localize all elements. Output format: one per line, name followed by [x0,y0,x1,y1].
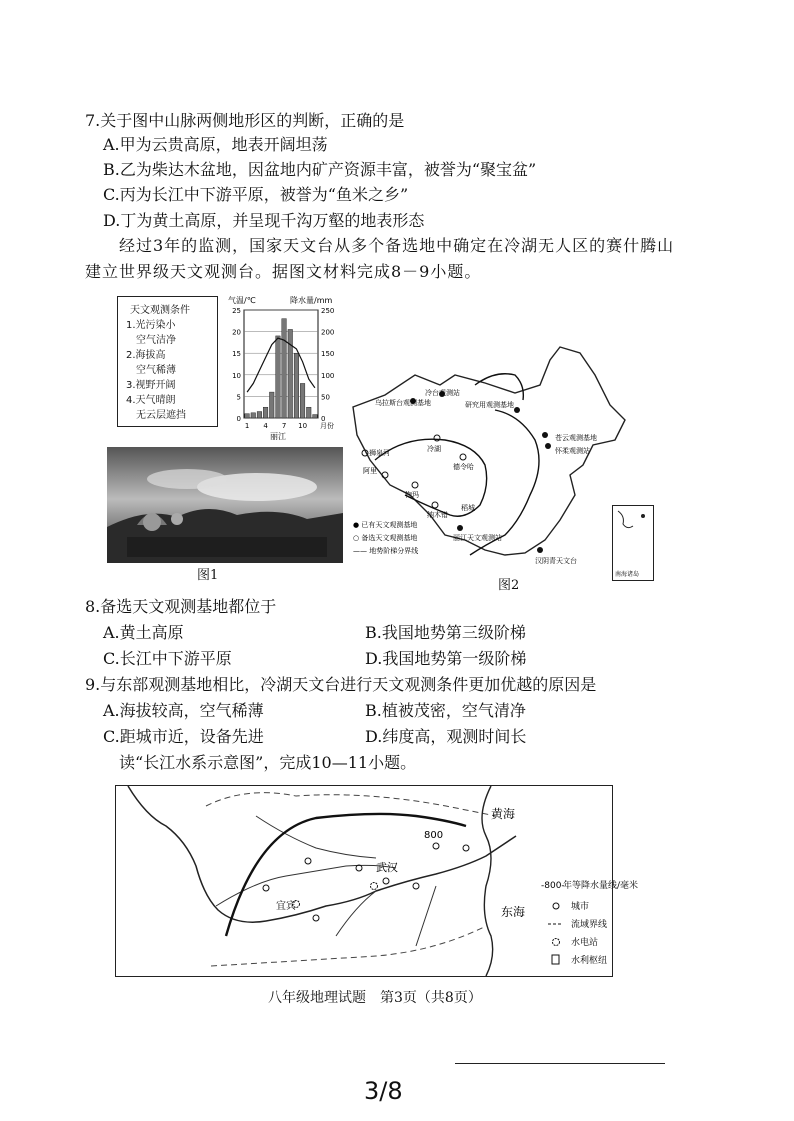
month-tick-label: 10 [298,422,308,430]
q8-option-c: C.长江中下游平原 [103,649,232,668]
legend-city-symbol [553,903,559,909]
legend-city: 城市 [571,902,590,912]
precip-bar [313,415,318,418]
inset-label: 南海诸岛 [615,571,640,578]
temp-tick-label: 0 [236,415,241,423]
label-delingha: 德令哈 [453,463,474,471]
precip-bar [282,319,287,418]
q9-stem: 9.与东部观测基地相比，冷湖天文台进行天文观测条件更加优越的原因是 [85,675,597,694]
precip-bar [276,336,281,418]
existing-site-marker [457,525,463,531]
q9-option-b: B.植被茂密，空气清净 [365,701,526,720]
city-marker [305,858,311,864]
temp-tick-label: 10 [232,371,241,380]
q7-option-b: B.乙为柴达木盆地，因盆地内矿产资源丰富，被誉为“聚宝盆” [103,160,537,179]
q9-option-d: D.纬度高，观测时间长 [365,727,527,746]
label-wuhan: 武汉 [376,861,398,874]
q8-option-a: A.黄土高原 [103,623,184,642]
label-huanghai: 黄海 [491,807,516,821]
label-lenghu: 冷湖 [427,445,441,453]
precip-axis-label: 降水量/mm [290,296,333,305]
candidate-site-marker [460,454,466,460]
q9-option-a: A.海拔较高，空气稀薄 [103,701,264,720]
temp-tick-label: 15 [232,350,241,359]
figure2-caption: 图2 [498,578,520,593]
precip-tick-label: 50 [321,393,330,402]
candidate-site-marker [412,482,418,488]
precip-bar [294,353,299,418]
precip-tick-label: 100 [321,371,335,380]
q8-option-b: B.我国地势第三级阶梯 [365,623,526,642]
china-map [345,345,645,585]
station-label: 丽江 [270,432,286,441]
intro-8-9-line1: 经过3年的监测，国家天文台从多个备选地中确定在冷湖无人区的赛什腾山 [119,236,675,255]
label-yibin: 宜宾 [276,901,296,912]
precip-tick-label: 150 [321,350,335,359]
existing-site-marker [545,443,551,449]
precip-bar [245,414,250,418]
page-number: 3/8 [364,1077,403,1105]
temp-tick-label: 5 [236,393,241,402]
intro-8-9-line2: 建立世界级天文观测台。据图文材料完成8－9小题。 [85,262,482,281]
page-footer: 八年级地理试题 第3页（共8页） [268,990,482,1006]
label-xinglong: 怀柔观测站 [555,447,590,455]
condition-4: 4.天气晴朗 [126,395,176,406]
hydropower-station-marker [371,883,378,890]
month-tick-label: 1 [244,422,250,430]
month-axis-label: 月份 [320,422,334,430]
conditions-title: 天文观测条件 [130,305,190,316]
label-isoline-800: 800 [424,830,444,841]
q9-option-c: C.距城市近，设备先进 [103,727,264,746]
precip-bar [300,383,305,418]
yangtze-main-stream [128,786,516,922]
q7-stem: 7.关于图中山脉两侧地形区的判断，正确的是 [85,111,405,130]
q7-option-c: C.丙为长江中下游平原，被誉为“鱼米之乡” [103,185,409,204]
condition-1: 1.光污染小 [126,320,176,331]
legend-isoline: 年等降水量线/毫米 [563,881,639,891]
q8-stem: 8.备选天文观测基地都位于 [85,597,277,616]
precip-bar [306,407,311,418]
q7-option-d: D.丁为黄土高原，并呈现千沟万壑的地表形态 [103,211,425,230]
city-marker [263,885,269,891]
temp-tick-label: 20 [232,328,241,337]
figure1-caption: 图1 [197,568,219,583]
basin-boundary [211,926,486,966]
label-changchun: 苍云观测基地 [555,434,597,442]
climate-frame [244,310,318,418]
legend-boundary: 流域界线 [571,920,608,930]
city-marker [383,878,389,884]
legend-hub-symbol [552,955,559,964]
climate-chart [222,294,342,442]
city-marker [463,845,469,851]
legend-hydropower-symbol [553,939,560,946]
label-shiquan: 狮泉河 [369,449,390,457]
precip-bar [251,413,256,418]
candidate-site-marker [382,472,388,478]
temp-axis-label: 气温/℃ [228,296,256,305]
label-ali: 阿里 [363,467,377,475]
candidate-site-marker [432,502,438,508]
month-tick-label: 4 [263,422,268,430]
condition-2: 2.海拔高 [126,350,166,361]
condition-4b: 无云层遮挡 [136,410,186,421]
precip-tick-label: 0 [321,415,326,423]
yangtze-river-map [115,785,639,977]
south-china-sea-inset [612,505,654,581]
label-donghai: 东海 [501,905,526,919]
existing-site-marker [542,432,548,438]
legend-existing: ● 已有天文观测基地 [353,521,418,529]
label-dome: 冷台观测站 [425,389,460,397]
label-daocheng: 稻城 [461,504,475,512]
q8-option-d: D.我国地势第一级阶梯 [365,649,527,668]
condition-3: 3.视野开阔 [126,380,176,391]
label-yanjiu: 研究用观测基地 [465,401,514,409]
label-namco: 纳木错 [427,511,448,519]
precip-bar [269,392,274,418]
precip-tick-label: 250 [321,307,335,315]
label-mulan: 乌拉斯台观测基地 [375,399,431,407]
footer-rule [455,1063,665,1064]
city-marker [313,915,319,921]
observatory-photo [107,447,343,563]
legend-boundary: —— 地势阶梯分界线 [353,547,419,555]
precip-bar [263,407,268,418]
label-hainan: 汉阴青天文台 [535,557,577,565]
legend-iso-symbol: -800- [541,881,565,891]
condition-2b: 空气稀薄 [136,365,176,376]
month-tick-label: 7 [281,422,287,430]
city-marker [433,843,439,849]
label-nagqu: 物玛 [405,491,419,499]
candidate-site-marker [434,435,440,441]
existing-site-marker [537,547,543,553]
legend-hub: 水利枢纽 [571,956,608,966]
basin-boundary [206,793,496,816]
q7-option-a: A.甲为云贵高原，地表开阔坦荡 [103,135,328,154]
legend-hydropower: 水电站 [571,938,599,948]
existing-site-marker [514,407,520,413]
condition-1b: 空气洁净 [136,335,176,346]
legend-candidate: ○ 备选天文观测基地 [353,534,418,542]
temp-tick-label: 25 [232,307,241,315]
observation-conditions-box [117,296,218,427]
label-yunnan: 丽江天文观测站 [453,534,502,542]
city-marker [413,883,419,889]
precip-tick-label: 200 [321,328,335,337]
precip-bar [257,412,262,418]
intro-10-11: 读“长江水系示意图”，完成10—11小题。 [119,753,417,772]
